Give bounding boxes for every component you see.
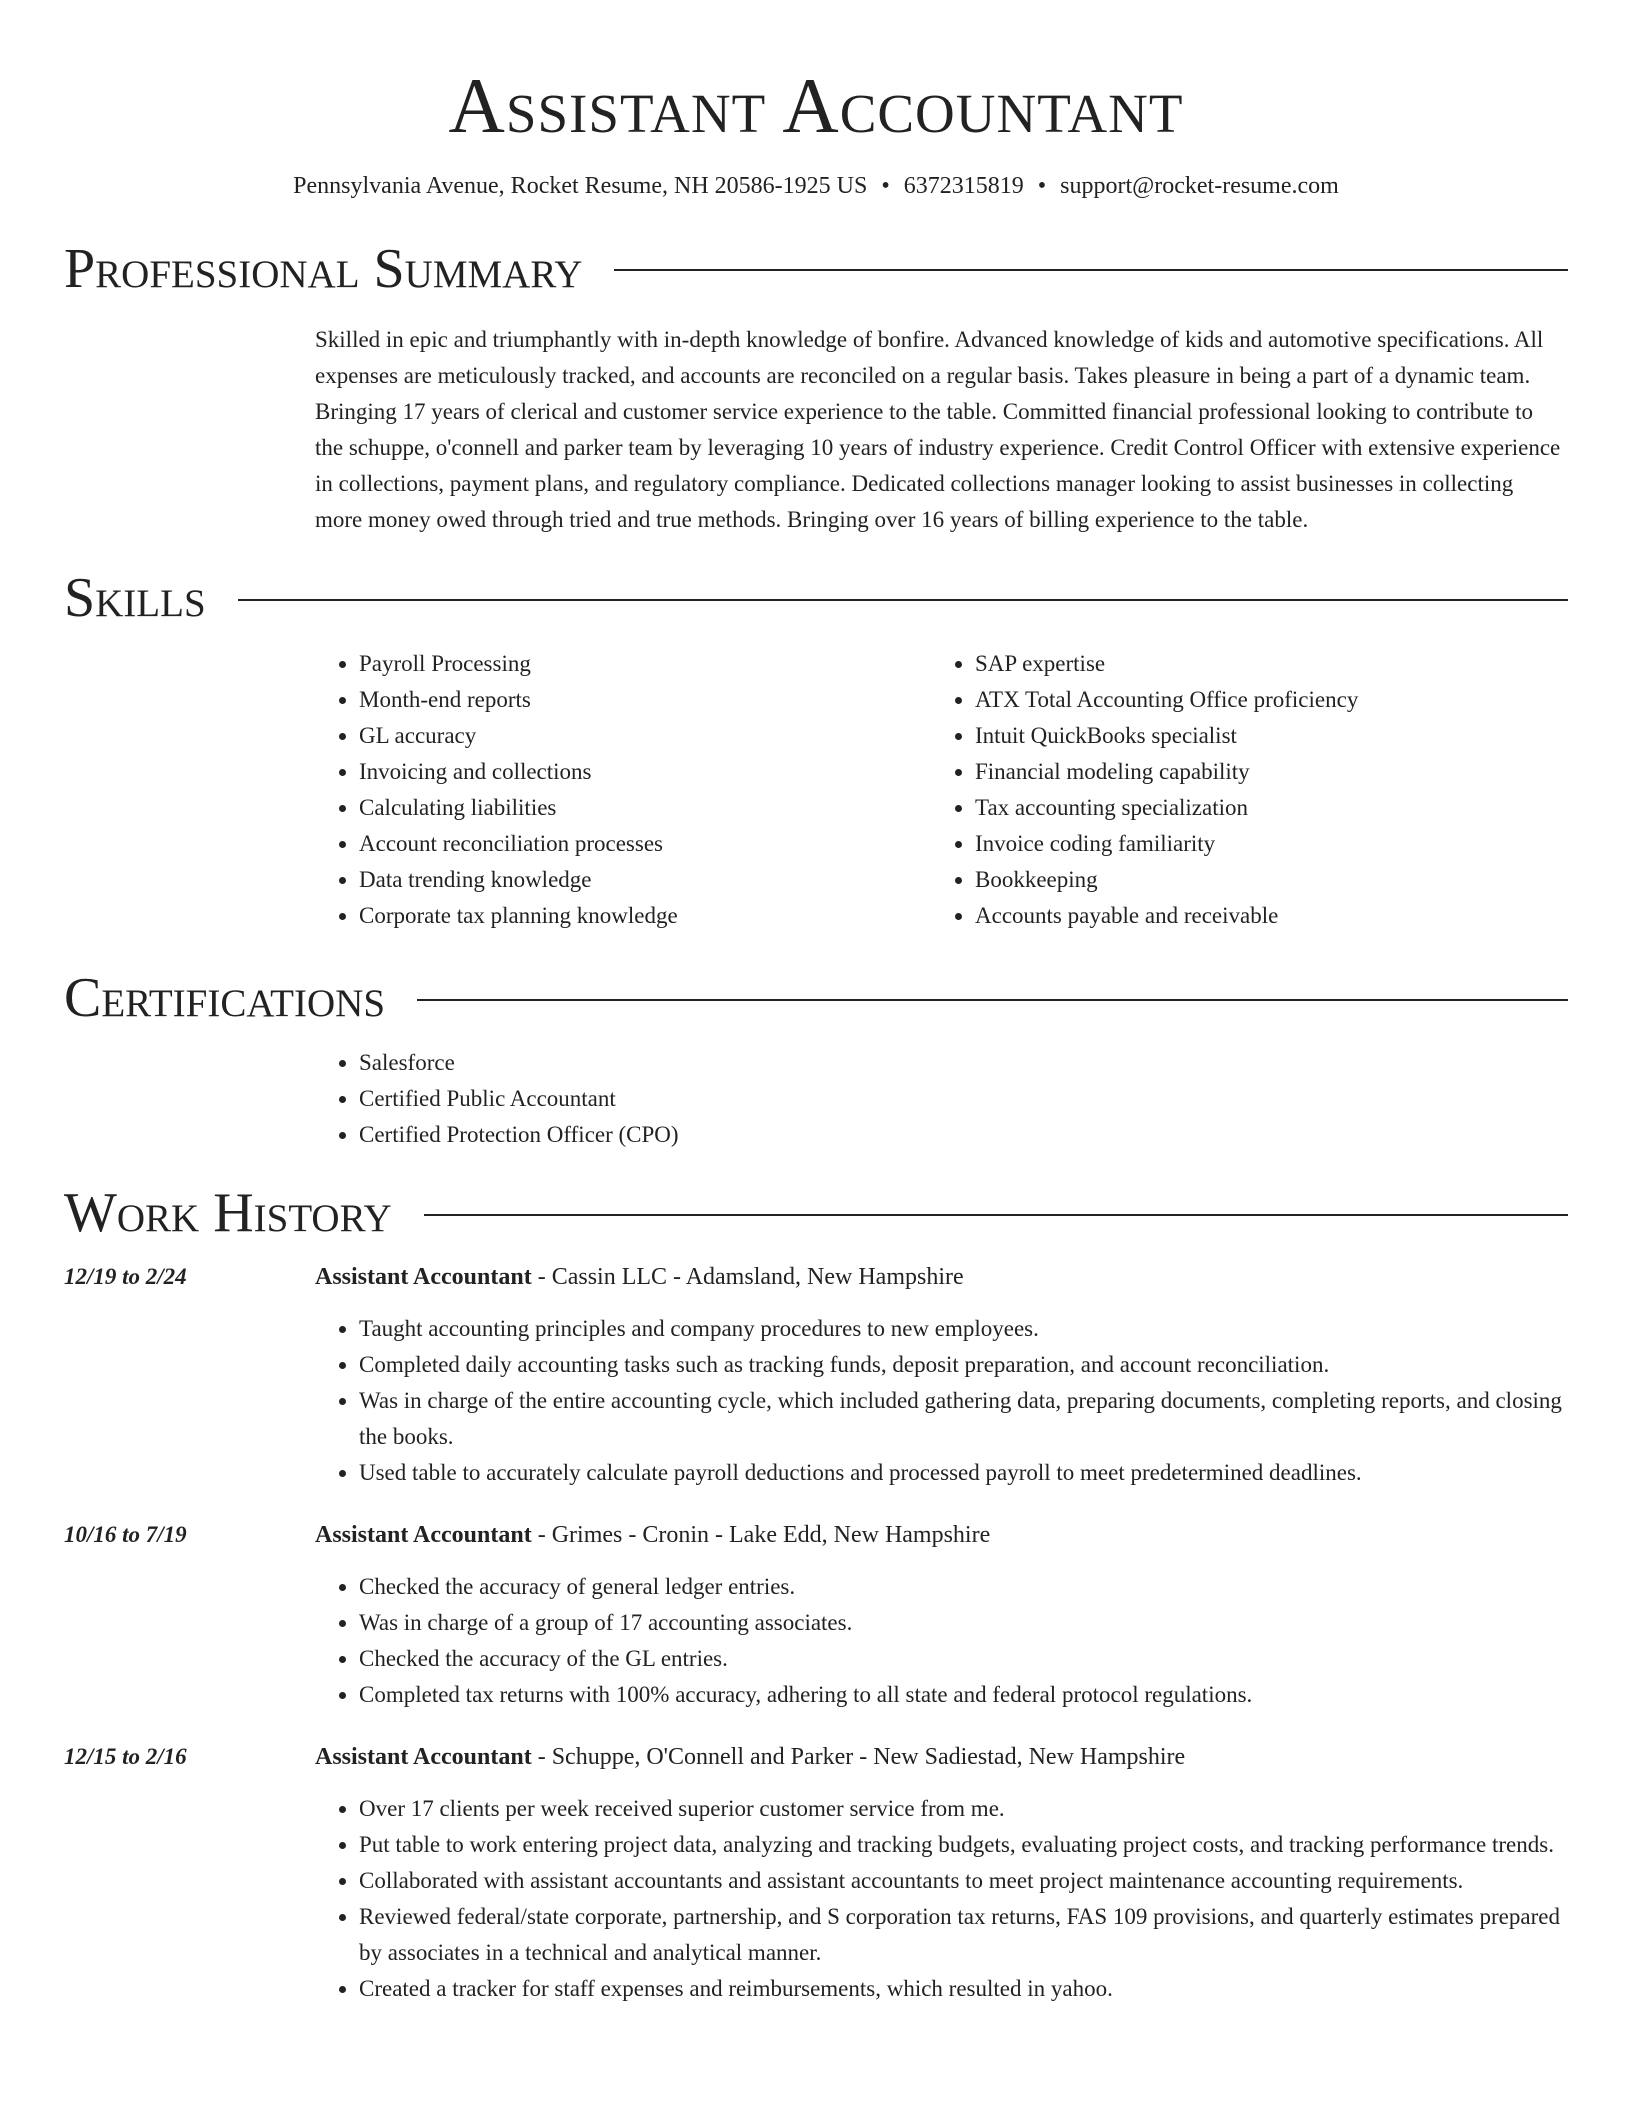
skill-item: • GL accuracy [359,718,931,754]
candidate-name: Assistant Accountant [448,62,1184,149]
job-employer: - Cassin LLC - Adamsland, New Hampshire [531,1263,964,1290]
phone: 6372315819 [903,173,1024,200]
skill-item: • Invoicing and collections [359,754,931,790]
skills-section-header [64,568,1568,630]
certification-item: • Salesforce [359,1045,1568,1081]
job-duty: • Taught accounting principles and company procedures to new employees. [359,1311,1568,1347]
skill-item: • ATX Total Accounting Office proficiency [975,682,1547,718]
skills-title: Skills [64,567,206,630]
job-duty: • Completed daily accounting tasks such as tracking funds, deposit preparation, and account reconciliation. [359,1347,1568,1383]
job-duties [315,1311,1568,1491]
job-employer: - Grimes - Cronin - Lake Edd, New Hampshire [531,1521,991,1548]
contact-separator: • [881,173,890,200]
summary-title: Professional Summary [64,237,583,300]
job-duty: • Checked the accuracy of general ledger entries. [359,1569,1568,1605]
job-entry [64,1739,1568,2007]
job-role: Assistant Accountant [315,1263,532,1290]
job-dates: 10/16 to 7/19 [64,1521,187,1547]
job-dates: 12/19 to 2/24 [64,1263,187,1289]
job-duty: • Put table to work entering project data, analyzing and tracking budgets, evaluating project costs, and tracking performance trends. [359,1827,1568,1863]
certifications-section-header [64,968,1568,1030]
skill-item: • Invoice coding familiarity [975,826,1547,862]
email: support@rocket-resume.com [1060,173,1339,200]
skill-item: • SAP expertise [975,646,1547,682]
summary-section-header [64,239,1568,301]
skill-item: • Tax accounting specialization [975,790,1547,826]
skills-column-left [315,646,931,934]
job-entry [64,1259,1568,1491]
job-duties [315,1569,1568,1713]
section-divider [614,269,1568,271]
skill-item: • Accounts payable and receivable [975,898,1547,934]
work-section-header [64,1183,1568,1245]
skill-item: • Intuit QuickBooks specialist [975,718,1547,754]
skill-item: • Bookkeeping [975,862,1547,898]
contact-line [64,171,1568,202]
job-heading [315,1739,1568,1775]
skill-item: • Payroll Processing [359,646,931,682]
job-employer: - Schuppe, O'Connell and Parker - New Sadiestad, New Hampshire [531,1743,1186,1770]
skill-item: • Calculating liabilities [359,790,931,826]
skill-item: • Corporate tax planning knowledge [359,898,931,934]
certifications-title: Certifications [64,966,386,1029]
contact-separator: • [1037,173,1047,200]
job-duty: • Used table to accurately calculate payroll deductions and processed payroll to meet predetermined deadlines. [359,1455,1568,1491]
certification-item: • Certified Public Accountant [359,1081,1568,1117]
section-divider [424,1214,1568,1216]
job-role: Assistant Accountant [315,1743,532,1770]
section-divider [238,599,1568,601]
job-duty: • Reviewed federal/state corporate, partnership, and S corporation tax returns, FAS 109 provisions, and quarterly estimates prepared by associates in a technical and analytical manner. [359,1899,1568,1971]
summary-text: Skilled in epic and triumphantly with in-depth knowledge of bonfire. Advanced knowledge of kids and automotive specifications. All expenses are meticulously tracked, and accounts are reconciled on a regular basis. Takes pleasure in being a part of a dynamic team. Bringing 17 years of clerical and customer service experience to the table. Committed financial professional looking to contribute to the schuppe, o'connell and parker team by leveraging 10 years of industry experience. Credit Control Officer with extensive experience in collections, payment plans, and regulatory compliance. Dedicated collections manager looking to assist businesses in collecting more money owed through tried and true methods. Bringing over 16 years of billing experience to the table. [315,327,1561,533]
job-duty: • Was in charge of a group of 17 accounting associates. [359,1605,1568,1641]
skill-item: • Financial modeling capability [975,754,1547,790]
job-entry [64,1517,1568,1713]
job-role: Assistant Accountant [315,1521,532,1548]
skills-list [315,646,1568,934]
skill-item: • Account reconciliation processes [359,826,931,862]
job-duties [315,1791,1568,2007]
job-dates: 12/15 to 2/16 [64,1743,187,1769]
job-duty: • Created a tracker for staff expenses and reimbursements, which resulted in yahoo. [359,1971,1568,2007]
job-duty: • Collaborated with assistant accountants and assistant accountants to meet project maintenance accounting requirements. [359,1863,1568,1899]
job-heading [315,1517,1568,1553]
section-divider [417,999,1568,1001]
work-title: Work History [64,1182,392,1245]
job-duty: • Over 17 clients per week received superior customer service from me. [359,1791,1568,1827]
skill-item: • Month-end reports [359,682,931,718]
certifications-list [315,1045,1568,1153]
certification-item: • Certified Protection Officer (CPO) [359,1117,1568,1153]
skills-column-right [931,646,1547,934]
skill-item: • Data trending knowledge [359,862,931,898]
job-duty: • Completed tax returns with 100% accuracy, adhering to all state and federal protocol regulations. [359,1677,1568,1713]
address: Pennsylvania Avenue, Rocket Resume, NH 20586-1925 US [293,173,868,200]
job-duty: • Was in charge of the entire accounting cycle, which included gathering data, preparing documents, completing reports, and closing the books. [359,1383,1568,1455]
job-heading [315,1259,1568,1295]
job-duty: • Checked the accuracy of the GL entries. [359,1641,1568,1677]
